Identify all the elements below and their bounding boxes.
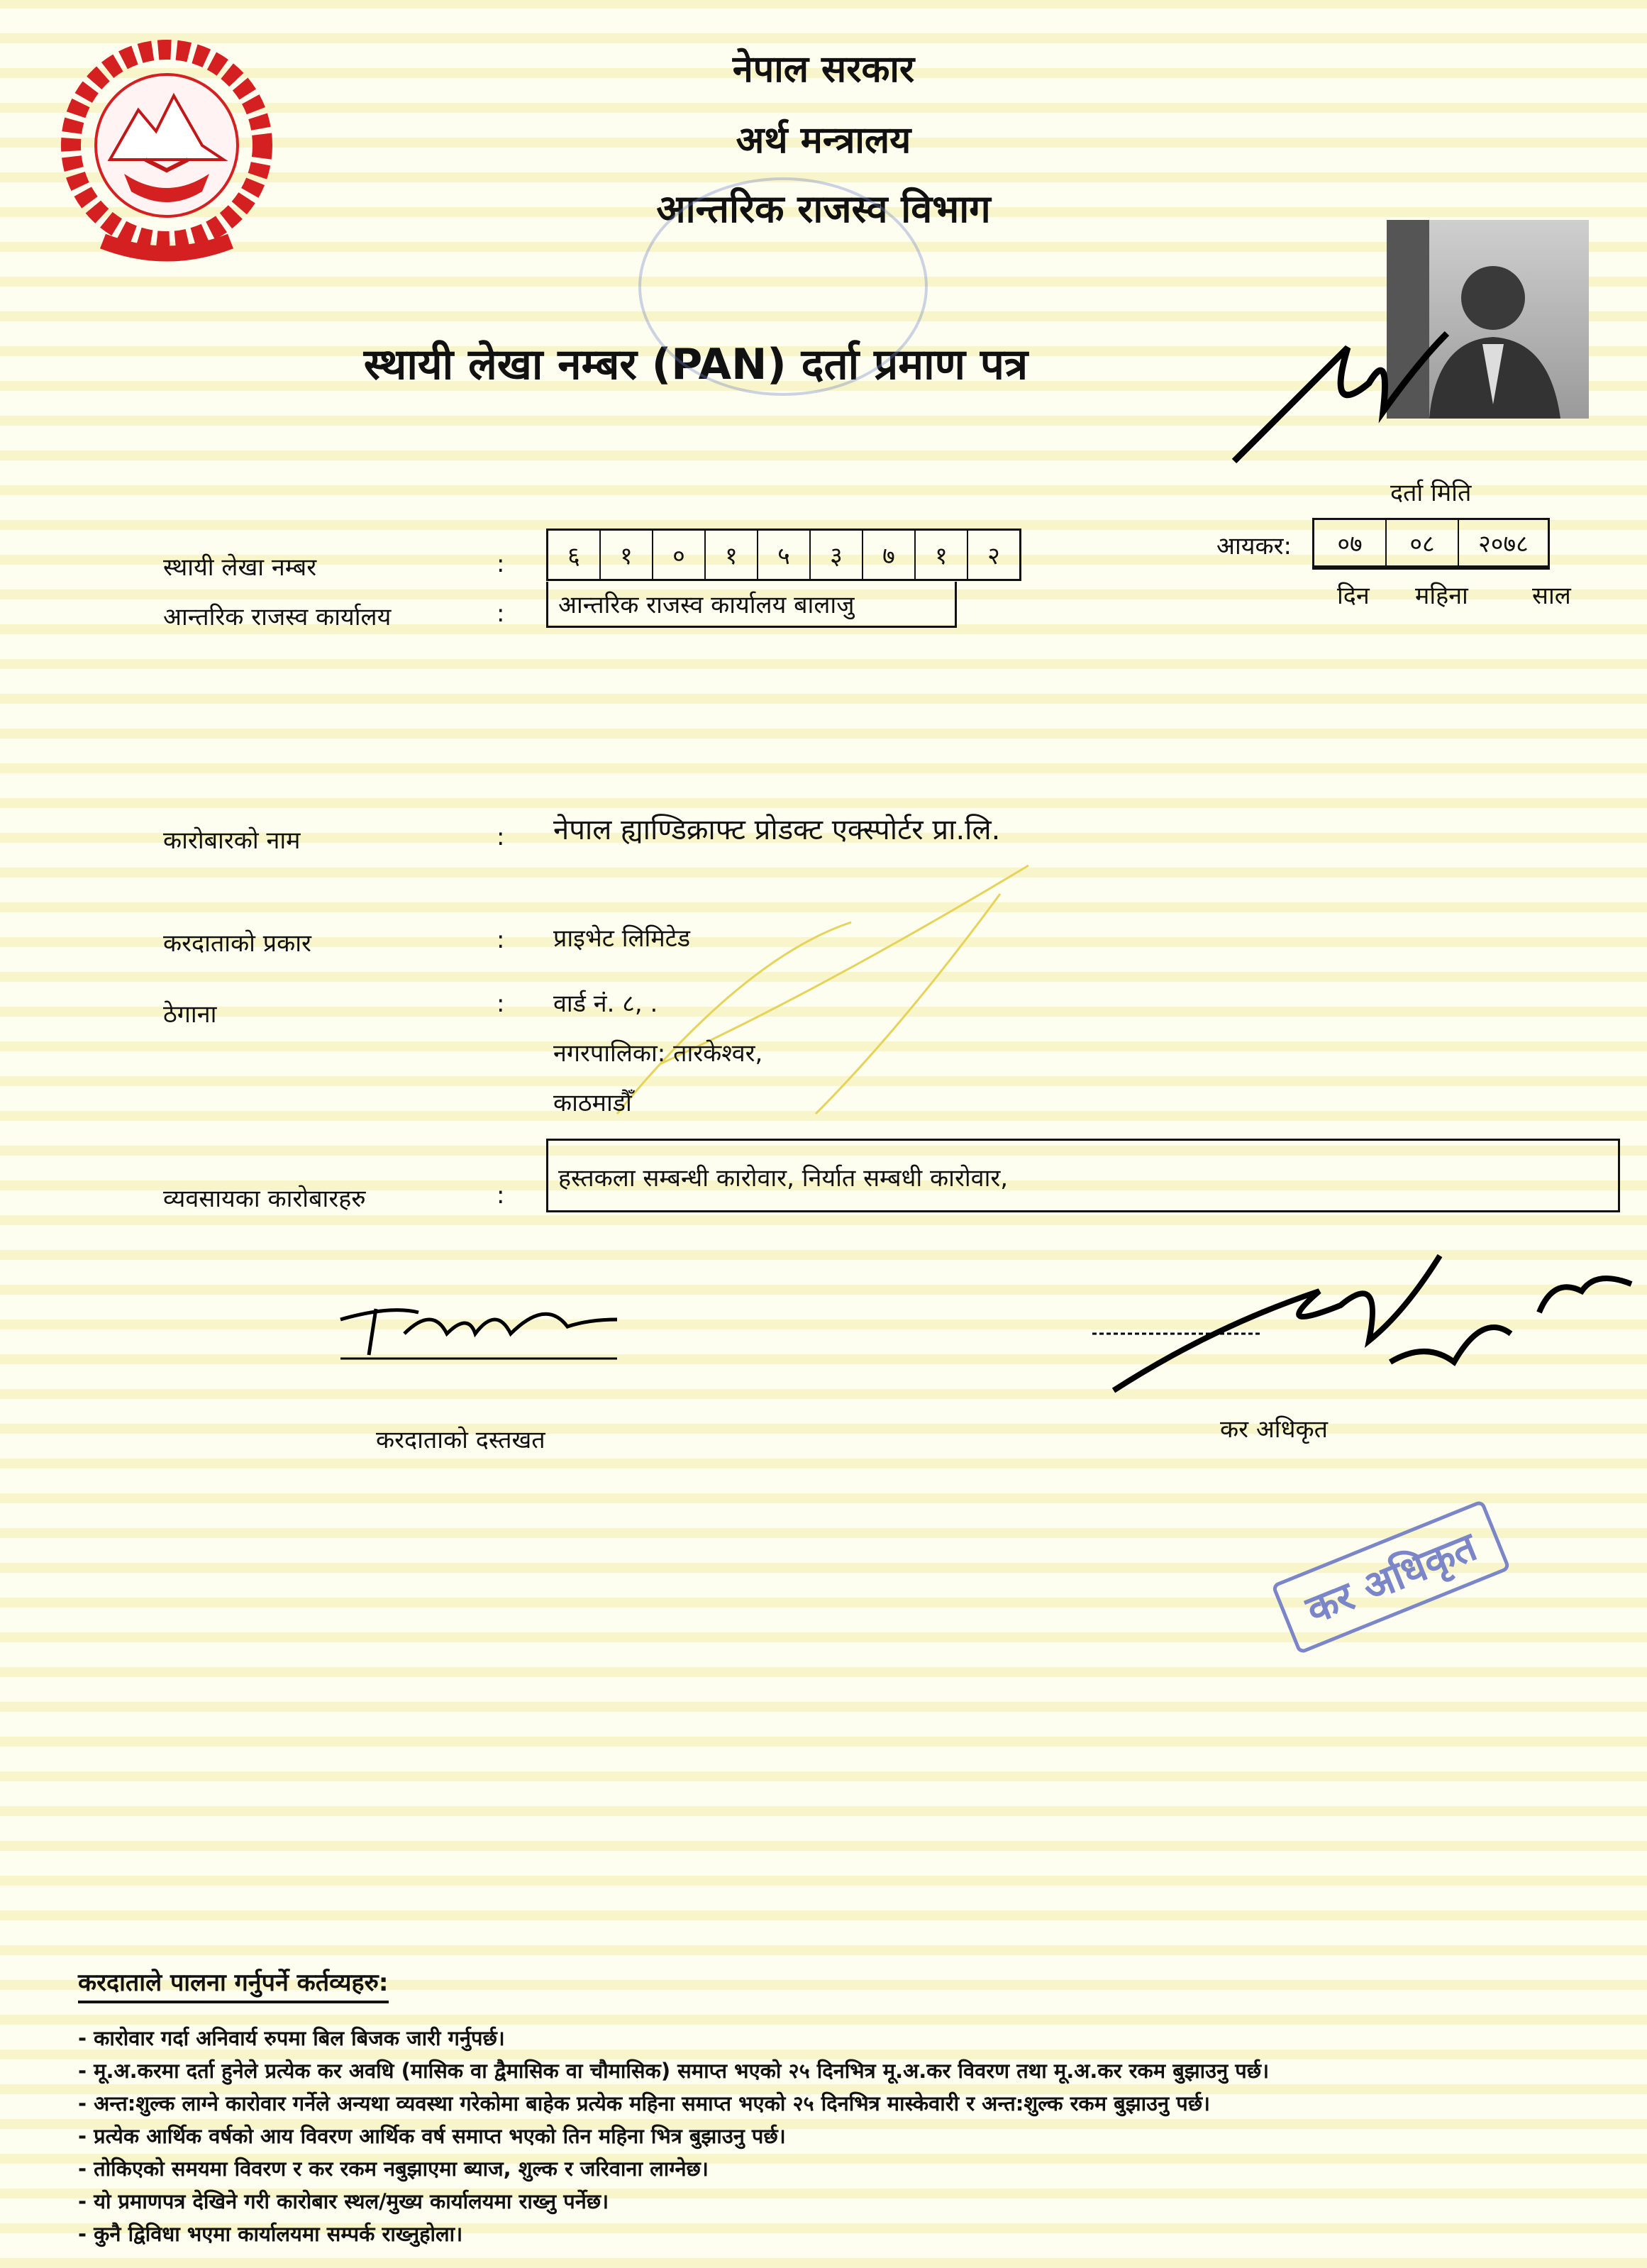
department-name: आन्तरिक राजस्व विभाग	[656, 187, 991, 231]
taxpayer-type-value: प्राइभेट लिमिटेड	[553, 924, 691, 953]
officer-stamp: कर अधिकृत	[1271, 1500, 1511, 1655]
pan-digit: ६	[548, 531, 601, 579]
duty-item: - अन्त:शुल्क लाग्ने कारोवार गर्नेले अन्यथा व्यवस्था गरेकोमा बाहेक प्रत्येक महिना समाप्त भएको २५ दिनभित्र मास्केवारी र अन्त:शुल्क रकम बुझाउनु पर्छ।	[78, 2091, 1211, 2115]
pan-digit: १	[601, 531, 653, 579]
office-label: आन्तरिक राजस्व कार्यालय	[163, 603, 392, 631]
duty-item: - यो प्रमाणपत्र देखिने गरी कारोबार स्थल/मुख्य कार्यालयमा राख्नु पर्नेछ।	[78, 2189, 609, 2213]
colon: :	[497, 823, 505, 851]
year-label: साल	[1532, 582, 1571, 610]
date-month: ०८	[1387, 520, 1459, 565]
taxpayer-signature-label: करदाताको दस्तखत	[376, 1426, 545, 1454]
pan-digit: १	[916, 531, 968, 579]
address-line-2: नगरपालिका: तारकेश्वर,	[553, 1039, 763, 1068]
business-name-value: नेपाल ह्याण्डिक्राफ्ट प्रोडक्ट एक्स्पोर्टर प्रा.लि.	[553, 814, 1001, 846]
duties-list	[78, 2022, 1631, 2250]
pan-digit: १	[706, 531, 758, 579]
colon: :	[497, 990, 505, 1018]
duty-item: - कुनै द्विविधा भएमा कार्यालयमा सम्पर्क राख्नुहोला।	[78, 2222, 463, 2246]
colon: :	[497, 1181, 505, 1210]
department-seal-stamp	[638, 177, 928, 396]
certificate-title: स्थायी लेखा नम्बर (PAN) दर्ता प्रमाण पत्र	[363, 340, 1028, 389]
colon: :	[497, 599, 505, 628]
address-line-1: वार्ड नं. ८, .	[553, 990, 658, 1018]
date-day: ०७	[1314, 520, 1387, 565]
ministry-name: अर्थ मन्त्रालय	[736, 119, 911, 162]
address-label: ठेगाना	[163, 1000, 217, 1029]
pen-scribble	[603, 851, 1099, 1121]
duty-item: - मू.अ.करमा दर्ता हुनेले प्रत्येक कर अवधि (मासिक वा द्वैमासिक वा चौमासिक) समाप्त भएको २५ दिनभित्र मू.अ.कर विवरण तथा मू.अ.कर रकम बुझाउनु पर्छ।	[78, 2059, 1270, 2083]
taxpayer-type-label: करदाताको प्रकार	[163, 929, 311, 958]
business-name-label: कारोबारको नाम	[163, 826, 301, 855]
officer-signature-photo	[1220, 305, 1454, 468]
activities-value: हस्तकला सम्बन्धी कारोवार, निर्यात सम्बधी कारोवार,	[546, 1139, 1620, 1212]
pan-digit: ०	[653, 531, 706, 579]
duty-item: - कारोवार गर्दा अनिवार्य रुपमा बिल बिजक जारी गर्नुपर्छ।	[78, 2026, 505, 2050]
duty-item: - तोकिएको समयमा विवरण र कर रकम नबुझाएमा ब्याज, शुल्क र जरिवाना लाग्नेछ।	[78, 2157, 709, 2181]
duties-heading: करदाताले पालना गर्नुपर्ने कर्तव्यहरु:	[78, 1965, 389, 2003]
pan-digit: ३	[811, 531, 863, 579]
activities-label: व्यवसायका कारोबारहरु	[163, 1185, 366, 1213]
duty-item: - प्रत्येक आर्थिक वर्षको आय विवरण आर्थिक वर्ष समाप्त भएको तिन महिना भित्र बुझाउनु पर्छ।	[78, 2124, 786, 2148]
pan-number-box	[546, 529, 1021, 581]
pan-digit: २	[987, 542, 1000, 570]
officer-signature	[1085, 1227, 1646, 1398]
address-line-3: काठमाडौँ	[553, 1089, 632, 1117]
colon: :	[497, 926, 505, 954]
date-year: २०७८	[1478, 530, 1529, 558]
pan-digit: ७	[863, 531, 916, 579]
day-label: दिन	[1337, 582, 1370, 610]
taxpayer-signature	[333, 1277, 631, 1362]
month-label: महिना	[1415, 582, 1468, 610]
government-name: नेपाल सरकार	[732, 48, 915, 91]
office-value: आन्तरिक राजस्व कार्यालय बालाजु	[546, 582, 957, 628]
officer-signature-label: कर अधिकृत	[1220, 1415, 1329, 1444]
income-tax-label: आयकर:	[1216, 532, 1292, 560]
colon: :	[497, 550, 505, 578]
registration-date-box	[1312, 518, 1550, 570]
pan-label: स्थायी लेखा नम्बर	[163, 553, 317, 582]
pan-digit: ५	[758, 531, 811, 579]
registration-date-heading: दर्ता मिति	[1390, 479, 1472, 507]
